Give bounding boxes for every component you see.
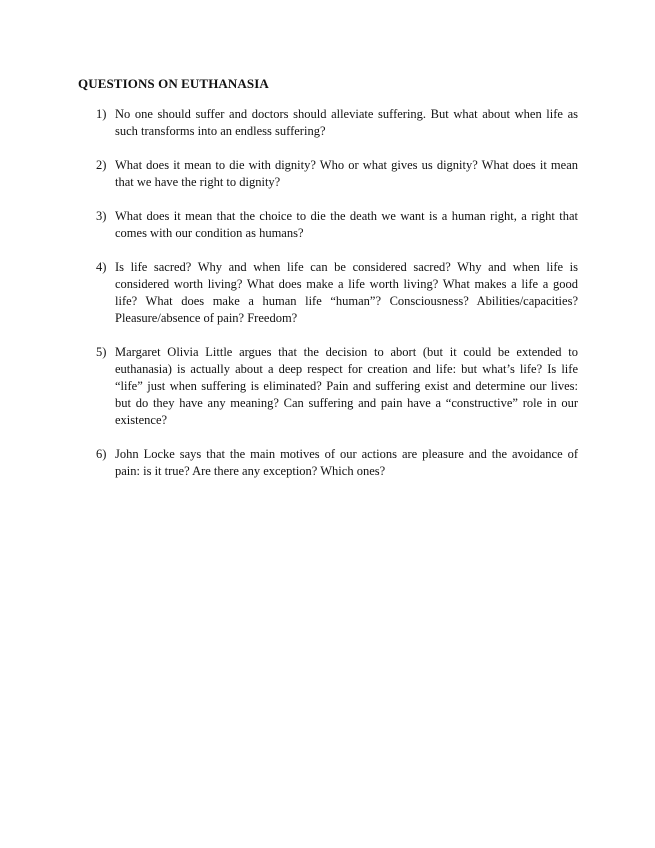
question-number: 2) [96, 158, 107, 172]
list-item [96, 259, 578, 327]
page-title: QUESTIONS ON EUTHANASIA [78, 76, 269, 91]
list-item [96, 344, 578, 429]
question-number: 5) [96, 345, 107, 359]
list-item [96, 446, 578, 480]
question-text: What does it mean that the choice to die the death we want is a human right, a right that comes with our condition as humans? [115, 209, 578, 240]
question-text: No one should suffer and doctors should alleviate suffering. But what about when life as such transforms into an endless suffering? [115, 107, 578, 138]
question-number: 3) [96, 209, 107, 223]
question-number: 4) [96, 260, 107, 274]
question-text: What does it mean to die with dignity? Who or what gives us dignity? What does it mean that we have the right to dignity? [115, 158, 578, 189]
question-text: Is life sacred? Why and when life can be considered sacred? Why and when life is considered worth living? What does make a life worth living? What makes a life a good life? What does make a human life “human”? Consciousness? Abilities/capacities? Pleasure/absence of pain? Freedom? [115, 260, 578, 325]
list-item [96, 106, 578, 140]
list-item [96, 157, 578, 191]
question-text: Margaret Olivia Little argues that the decision to abort (but it could be extended to euthanasia) is actually about a deep respect for creation and life: but what’s life? Is life “life” just when suffering is eliminated? Pain and suffering exist and determine our lives: but do they have any meaning? Can suffering and pain have a “constructive” role in our existence? [115, 345, 578, 427]
question-text: John Locke says that the main motives of our actions are pleasure and the avoidance of pain: is it true? Are there any exception? Which ones? [115, 447, 578, 478]
question-number: 6) [96, 447, 107, 461]
list-item [96, 208, 578, 242]
question-number: 1) [96, 107, 107, 121]
question-list [96, 106, 578, 497]
